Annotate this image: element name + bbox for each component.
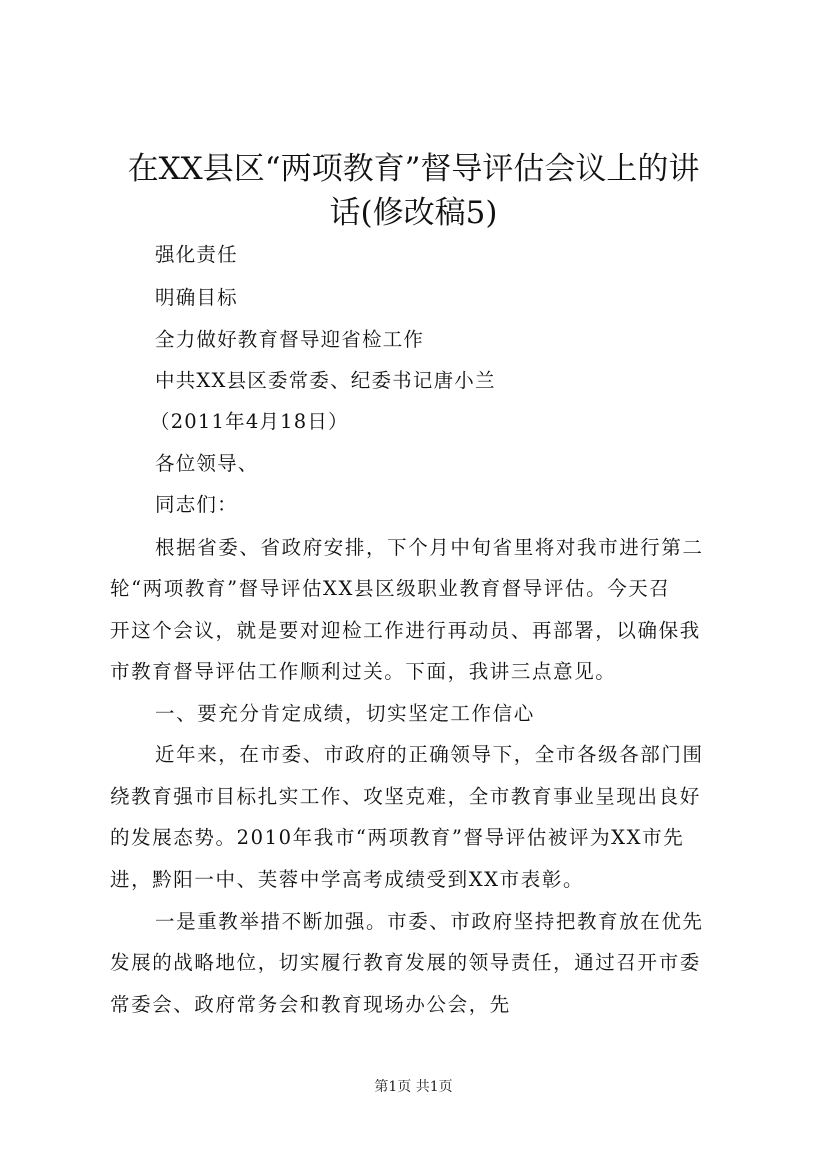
page-number-footer: 第1页 共1页: [374, 1079, 453, 1095]
salutation-line: 同志们：: [155, 493, 238, 516]
salutation-line: 各位领导、: [155, 452, 259, 475]
section-heading: 一、要充分肯定成绩，切实坚定工作信心: [155, 702, 535, 725]
document-title-line-1: 在XX县区“两项教育”督导评估会议上的讲: [127, 151, 700, 187]
document-title-line-2: 话(修改稿5): [329, 195, 498, 231]
paragraph-line: 绕教育强市目标扎实工作、攻坚克难，全市教育事业呈现出良好: [110, 785, 701, 808]
date-line: （2011年4月18日）: [150, 410, 349, 433]
paragraph-line: 近年来，在市委、市政府的正确领导下，全市各级各部门围: [155, 743, 704, 766]
paragraph-line: 市教育督导评估工作顺利过关。下面，我讲三点意见。: [110, 660, 617, 683]
paragraph-line: 轮“两项教育”督导评估XX县区级职业教育督导评估。今天召: [110, 577, 671, 600]
heading-line: 明确目标: [155, 286, 238, 309]
speaker-line: 中共XX县区委常委、纪委书记唐小兰: [155, 369, 496, 392]
paragraph-line: 的发展态势。2010年我市“两项教育”督导评估被评为XX市先: [110, 826, 685, 849]
paragraph-line: 发展的战略地位，切实履行教育发展的领导责任，通过召开市委: [110, 951, 701, 974]
paragraph-line: 进，黔阳一中、芙蓉中学高考成绩受到XX市表彰。: [110, 868, 585, 891]
paragraph-line: 开这个会议，就是要对迎检工作进行再动员、再部署，以确保我: [110, 619, 701, 642]
paragraph-line: 一是重教举措不断加强。市委、市政府坚持把教育放在优先: [155, 910, 704, 933]
heading-line: 强化责任: [155, 243, 238, 266]
paragraph-line: 常委会、政府常务会和教育现场办公会，先: [110, 993, 511, 1016]
paragraph-line: 根据省委、省政府安排，下个月中旬省里将对我市进行第二: [155, 536, 704, 559]
heading-line: 全力做好教育督导迎省检工作: [155, 328, 425, 351]
